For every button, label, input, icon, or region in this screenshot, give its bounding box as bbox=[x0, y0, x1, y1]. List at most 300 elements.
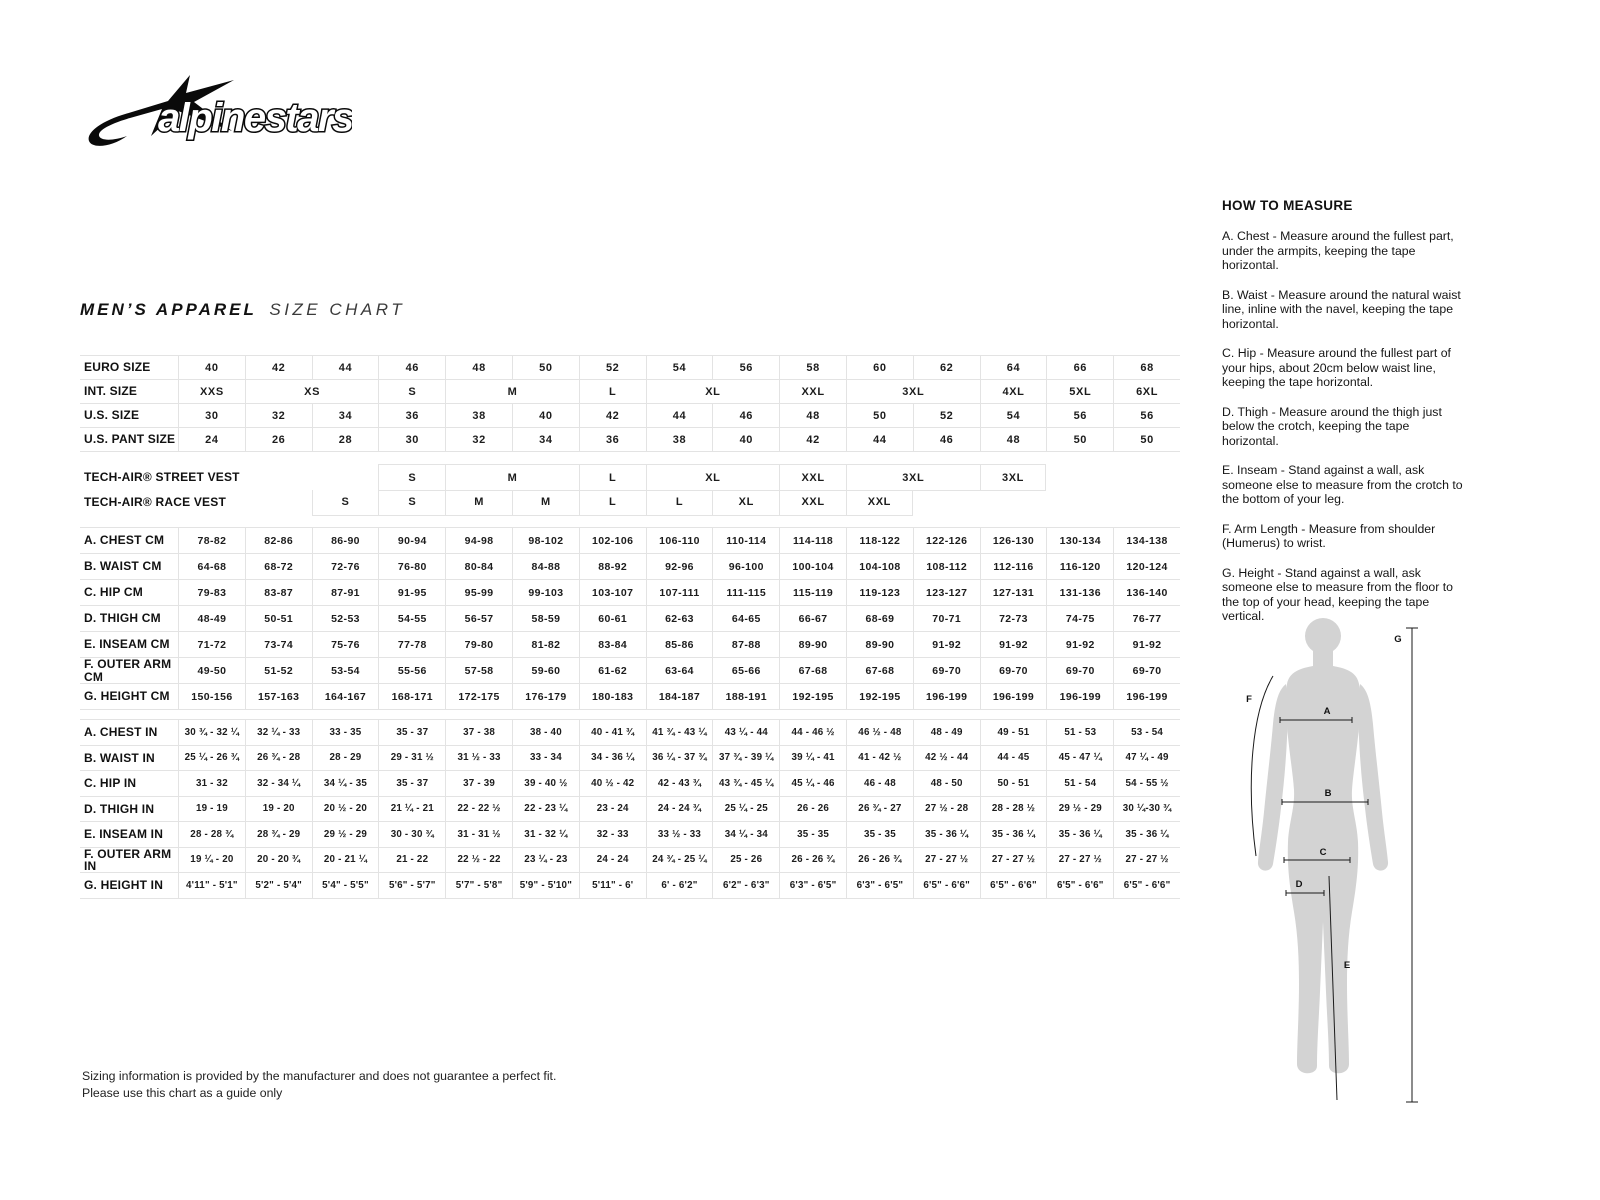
row-label: B. WAIST IN bbox=[84, 750, 155, 765]
size-cell: 42 bbox=[579, 404, 646, 427]
size-cell: 35 - 36 ¼ bbox=[913, 822, 980, 847]
size-table bbox=[80, 355, 1180, 899]
size-cell: 103-107 bbox=[579, 580, 646, 605]
figure-label-c: C bbox=[1319, 847, 1327, 858]
table-row bbox=[80, 632, 1180, 658]
row-label: F. OUTER ARM CM bbox=[84, 657, 172, 684]
size-cell: 91-92 bbox=[913, 632, 980, 657]
figure-label-g: G bbox=[1394, 634, 1402, 645]
size-cell: 43 ¾ - 45 ¼ bbox=[712, 771, 779, 796]
size-cell: M bbox=[445, 490, 512, 516]
size-cell: 48-49 bbox=[178, 606, 245, 631]
size-cell: 3XL bbox=[980, 464, 1047, 491]
size-cell: 22 ½ - 22 bbox=[445, 848, 512, 873]
size-cell: 42 ½ - 44 bbox=[913, 746, 980, 771]
size-cell: 196-199 bbox=[1046, 684, 1113, 709]
size-cell: 108-112 bbox=[913, 554, 980, 579]
size-cell: 35 - 37 bbox=[378, 771, 445, 796]
size-cell: 120-124 bbox=[1113, 554, 1180, 579]
size-cell: M bbox=[445, 464, 579, 491]
size-cell: 91-92 bbox=[1046, 632, 1113, 657]
size-cell: S bbox=[312, 490, 379, 516]
size-cell: 88-92 bbox=[579, 554, 646, 579]
size-cell: 29 ½ - 29 bbox=[312, 822, 379, 847]
size-cell: 5'7" - 5'8" bbox=[445, 873, 512, 898]
size-cell: 89-90 bbox=[779, 632, 846, 657]
row-label: E. INSEAM CM bbox=[84, 637, 170, 652]
size-cell: 33 - 34 bbox=[512, 746, 579, 771]
size-cell: 102-106 bbox=[579, 528, 646, 553]
size-cell: 6'2" - 6'3" bbox=[712, 873, 779, 898]
figure-label-e: E bbox=[1343, 960, 1351, 971]
size-cell: 111-115 bbox=[712, 580, 779, 605]
size-cell: 44 bbox=[846, 428, 913, 451]
size-cell: 35 - 37 bbox=[378, 720, 445, 745]
size-cell: 6XL bbox=[1113, 380, 1180, 403]
row-label: A. CHEST CM bbox=[84, 533, 165, 548]
size-cell: 27 - 27 ½ bbox=[913, 848, 980, 873]
row-label: A. CHEST IN bbox=[84, 725, 158, 740]
size-cell: 6'5" - 6'6" bbox=[1113, 873, 1180, 898]
table-row bbox=[80, 528, 1180, 554]
size-cell: 5'2" - 5'4" bbox=[245, 873, 312, 898]
size-cell: 3XL bbox=[846, 380, 980, 403]
size-cell: 29 ½ - 29 bbox=[1046, 797, 1113, 822]
size-cell: 71-72 bbox=[178, 632, 245, 657]
blank-cell bbox=[312, 465, 379, 490]
size-cell: 80-84 bbox=[445, 554, 512, 579]
size-cell: 115-119 bbox=[779, 580, 846, 605]
size-cell: 54 bbox=[980, 404, 1047, 427]
size-cell: 81-82 bbox=[512, 632, 579, 657]
size-cell: 67-68 bbox=[846, 658, 913, 683]
size-cell: 51-52 bbox=[245, 658, 312, 683]
row-label: G. HEIGHT CM bbox=[84, 689, 170, 704]
size-cell: 106-110 bbox=[646, 528, 713, 553]
size-cell: 48 - 49 bbox=[913, 720, 980, 745]
measure-instruction: F. Arm Length - Measure from shoulder (Humerus) to wrist. bbox=[1222, 521, 1436, 550]
size-cell: 40 bbox=[178, 356, 245, 379]
size-cell: 26 - 26 bbox=[779, 797, 846, 822]
size-cell: 42 - 43 ¾ bbox=[646, 771, 713, 796]
size-cell: 87-91 bbox=[312, 580, 379, 605]
size-cell: 90-94 bbox=[378, 528, 445, 553]
size-cell: L bbox=[579, 464, 646, 491]
table-row bbox=[80, 822, 1180, 848]
size-cell: 50-51 bbox=[245, 606, 312, 631]
measure-instruction: D. Thigh - Measure around the thigh just below the crotch, keeping the tape horizontal. bbox=[1222, 404, 1442, 448]
size-cell: 43 ¼ - 44 bbox=[712, 720, 779, 745]
size-cell: 51 - 53 bbox=[1046, 720, 1113, 745]
size-cell: 27 ½ - 28 bbox=[913, 797, 980, 822]
size-cell: 6' - 6'2" bbox=[646, 873, 713, 898]
table-row bbox=[80, 465, 1180, 490]
size-cell: 188-191 bbox=[712, 684, 779, 709]
size-cell: 44 bbox=[646, 404, 713, 427]
table-row bbox=[80, 580, 1180, 606]
size-cell: 26 bbox=[245, 428, 312, 451]
size-cell: 33 - 35 bbox=[312, 720, 379, 745]
table-row bbox=[80, 404, 1180, 428]
size-cell: 42 bbox=[779, 428, 846, 451]
size-cell: 68 bbox=[1113, 356, 1180, 379]
size-cell: 38 - 40 bbox=[512, 720, 579, 745]
size-cell: 34 ¼ - 34 bbox=[712, 822, 779, 847]
size-cell: 83-87 bbox=[245, 580, 312, 605]
size-cell: 54-55 bbox=[378, 606, 445, 631]
size-cell: 91-92 bbox=[1113, 632, 1180, 657]
size-cell: L bbox=[646, 490, 713, 516]
size-cell: 20 - 20 ¾ bbox=[245, 848, 312, 873]
size-cell: 50 bbox=[1113, 428, 1180, 451]
size-cell: 54 bbox=[646, 356, 713, 379]
size-cell: 104-108 bbox=[846, 554, 913, 579]
row-label: C. HIP IN bbox=[84, 776, 137, 791]
size-cell: 79-80 bbox=[445, 632, 512, 657]
size-cell: 70-71 bbox=[913, 606, 980, 631]
size-cell: 45 ¼ - 46 bbox=[779, 771, 846, 796]
size-cell: 131-136 bbox=[1046, 580, 1113, 605]
size-cell: 127-131 bbox=[980, 580, 1047, 605]
alpinestars-logo bbox=[82, 70, 352, 150]
figure-label-a: A bbox=[1323, 706, 1331, 717]
size-cell: 30 bbox=[178, 404, 245, 427]
size-cell: 20 - 21 ¼ bbox=[312, 848, 379, 873]
size-cell: 39 - 40 ½ bbox=[512, 771, 579, 796]
size-cell: 34 ¼ - 35 bbox=[312, 771, 379, 796]
size-cell: 28 bbox=[312, 428, 379, 451]
brand-wordmark: alpinestars bbox=[158, 96, 352, 140]
size-cell: 56-57 bbox=[445, 606, 512, 631]
size-cell: 95-99 bbox=[445, 580, 512, 605]
table-section-cm bbox=[80, 527, 1180, 710]
size-cell: 196-199 bbox=[913, 684, 980, 709]
size-cell: 50 bbox=[512, 356, 579, 379]
table-section-in bbox=[80, 719, 1180, 899]
row-label: B. WAIST CM bbox=[84, 559, 162, 574]
size-cell: 28 - 28 ¾ bbox=[178, 822, 245, 847]
size-cell: 6'5" - 6'6" bbox=[913, 873, 980, 898]
alpinestars-star-icon bbox=[82, 70, 352, 150]
size-cell: 126-130 bbox=[980, 528, 1047, 553]
size-cell: 91-92 bbox=[980, 632, 1047, 657]
size-cell: 35 - 35 bbox=[779, 822, 846, 847]
size-cell: 84-88 bbox=[512, 554, 579, 579]
size-cell: 56 bbox=[712, 356, 779, 379]
size-cell: 168-171 bbox=[378, 684, 445, 709]
size-cell: 150-156 bbox=[178, 684, 245, 709]
table-row bbox=[80, 873, 1180, 899]
footer-note bbox=[82, 1068, 556, 1101]
size-cell: 48 bbox=[980, 428, 1047, 451]
size-cell: 32 ¼ - 33 bbox=[245, 720, 312, 745]
measure-instruction: E. Inseam - Stand against a wall, ask someone else to measure from the crotch to the bottom of your leg. bbox=[1222, 463, 1463, 506]
size-cell: 76-77 bbox=[1113, 606, 1180, 631]
size-cell: 122-126 bbox=[913, 528, 980, 553]
size-cell: 41 - 42 ½ bbox=[846, 746, 913, 771]
size-cell: 60 bbox=[846, 356, 913, 379]
size-cell: 40 ½ - 42 bbox=[579, 771, 646, 796]
size-cell: 49-50 bbox=[178, 658, 245, 683]
table-row bbox=[80, 684, 1180, 710]
size-cell: 53-54 bbox=[312, 658, 379, 683]
size-cell: L bbox=[579, 380, 646, 403]
size-cell: 58 bbox=[779, 356, 846, 379]
size-cell: 31 - 32 bbox=[178, 771, 245, 796]
size-cell: XS bbox=[245, 380, 379, 403]
row-label: D. THIGH IN bbox=[84, 801, 155, 816]
size-cell: 69-70 bbox=[1113, 658, 1180, 683]
size-cell: XXL bbox=[779, 490, 846, 516]
body-silhouette bbox=[1228, 616, 1433, 1116]
size-cell: 119-123 bbox=[846, 580, 913, 605]
size-cell: XL bbox=[712, 490, 779, 516]
size-cell: 4'11" - 5'1" bbox=[178, 873, 245, 898]
size-cell: 21 ¼ - 21 bbox=[378, 797, 445, 822]
size-cell: 36 ¼ - 37 ¾ bbox=[646, 746, 713, 771]
measure-instruction: A. Chest - Measure around the fullest part, under the armpits, keeping the tape horizontal. bbox=[1222, 229, 1454, 272]
size-cell: 6'5" - 6'6" bbox=[980, 873, 1047, 898]
size-cell: 51 - 54 bbox=[1046, 771, 1113, 796]
size-cell: 46 bbox=[378, 356, 445, 379]
size-cell: 47 ¼ - 49 bbox=[1113, 746, 1180, 771]
size-cell: 28 - 29 bbox=[312, 746, 379, 771]
table-row bbox=[80, 490, 1180, 515]
size-cell: 53 - 54 bbox=[1113, 720, 1180, 745]
table-row bbox=[80, 428, 1180, 452]
size-cell: 46 bbox=[712, 404, 779, 427]
blank-cell bbox=[913, 490, 1180, 515]
size-cell: 49 - 51 bbox=[980, 720, 1047, 745]
table-row bbox=[80, 848, 1180, 874]
size-cell: 40 bbox=[712, 428, 779, 451]
size-cell: 30 ¾ - 32 ¼ bbox=[178, 720, 245, 745]
size-cell: 134-138 bbox=[1113, 528, 1180, 553]
size-cell: 192-195 bbox=[846, 684, 913, 709]
size-cell: 75-76 bbox=[312, 632, 379, 657]
size-cell: 100-104 bbox=[779, 554, 846, 579]
size-cell: 114-118 bbox=[779, 528, 846, 553]
size-cell: 52 bbox=[579, 356, 646, 379]
size-cell: 65-66 bbox=[712, 658, 779, 683]
size-cell: 5'4" - 5'5" bbox=[312, 873, 379, 898]
size-cell: 116-120 bbox=[1046, 554, 1113, 579]
figure-label-d: D bbox=[1295, 879, 1303, 890]
size-cell: 42 bbox=[245, 356, 312, 379]
size-cell: 110-114 bbox=[712, 528, 779, 553]
size-cell: M bbox=[512, 490, 579, 516]
how-to-measure-heading: HOW TO MEASURE bbox=[1222, 198, 1353, 213]
size-cell: 68-69 bbox=[846, 606, 913, 631]
size-cell: 38 bbox=[445, 404, 512, 427]
figure-label-b: B bbox=[1324, 788, 1332, 799]
size-cell: 76-80 bbox=[378, 554, 445, 579]
size-cell: 32 - 33 bbox=[579, 822, 646, 847]
size-cell: 50 bbox=[846, 404, 913, 427]
size-cell: 39 ¼ - 41 bbox=[779, 746, 846, 771]
size-cell: 172-175 bbox=[445, 684, 512, 709]
size-cell: 92-96 bbox=[646, 554, 713, 579]
how-to-measure-list bbox=[1222, 229, 1464, 624]
size-cell: 5'9" - 5'10" bbox=[512, 873, 579, 898]
size-cell: 50 bbox=[1046, 428, 1113, 451]
table-section-sizes bbox=[80, 355, 1180, 452]
size-cell: 46 ½ - 48 bbox=[846, 720, 913, 745]
size-cell: 78-82 bbox=[178, 528, 245, 553]
size-cell: 27 - 27 ½ bbox=[1113, 848, 1180, 873]
size-cell: 57-58 bbox=[445, 658, 512, 683]
size-cell: 82-86 bbox=[245, 528, 312, 553]
size-cell: 32 bbox=[445, 428, 512, 451]
table-row bbox=[80, 606, 1180, 632]
size-cell: 20 ½ - 20 bbox=[312, 797, 379, 822]
size-cell: 72-76 bbox=[312, 554, 379, 579]
size-cell: 69-70 bbox=[913, 658, 980, 683]
size-cell: 19 - 19 bbox=[178, 797, 245, 822]
size-cell: 35 - 36 ¼ bbox=[1113, 822, 1180, 847]
size-cell: 48 bbox=[445, 356, 512, 379]
size-cell: 87-88 bbox=[712, 632, 779, 657]
size-cell: 184-187 bbox=[646, 684, 713, 709]
size-cell: 180-183 bbox=[579, 684, 646, 709]
size-cell: 35 - 35 bbox=[846, 822, 913, 847]
row-label: U.S. PANT SIZE bbox=[84, 432, 176, 447]
size-cell: 29 - 31 ½ bbox=[378, 746, 445, 771]
size-cell: 74-75 bbox=[1046, 606, 1113, 631]
row-label: TECH-AIR® STREET VEST bbox=[84, 470, 240, 485]
size-cell: 94-98 bbox=[445, 528, 512, 553]
size-cell: 26 - 26 ¾ bbox=[846, 848, 913, 873]
size-cell: 72-73 bbox=[980, 606, 1047, 631]
table-row bbox=[80, 658, 1180, 684]
size-cell: 85-86 bbox=[646, 632, 713, 657]
row-label: G. HEIGHT IN bbox=[84, 878, 164, 893]
size-cell: 36 bbox=[579, 428, 646, 451]
size-cell: 157-163 bbox=[245, 684, 312, 709]
size-cell: 25 ¼ - 26 ¾ bbox=[178, 746, 245, 771]
row-label: TECH-AIR® RACE VEST bbox=[84, 495, 226, 510]
blank-cell bbox=[1046, 465, 1180, 490]
size-cell: 24 ¾ - 25 ¼ bbox=[646, 848, 713, 873]
size-cell: 22 - 23 ¼ bbox=[512, 797, 579, 822]
size-cell: 54 - 55 ½ bbox=[1113, 771, 1180, 796]
size-cell: XL bbox=[646, 380, 780, 403]
size-cell: 64 bbox=[980, 356, 1047, 379]
size-cell: 23 - 24 bbox=[579, 797, 646, 822]
size-cell: 67-68 bbox=[779, 658, 846, 683]
size-cell: 44 bbox=[312, 356, 379, 379]
size-cell: 86-90 bbox=[312, 528, 379, 553]
size-cell: 27 - 27 ½ bbox=[980, 848, 1047, 873]
row-label: U.S. SIZE bbox=[84, 408, 140, 423]
size-cell: 61-62 bbox=[579, 658, 646, 683]
size-cell: 112-116 bbox=[980, 554, 1047, 579]
size-cell: S bbox=[378, 380, 445, 403]
size-cell: 37 ¾ - 39 ¼ bbox=[712, 746, 779, 771]
size-cell: 26 ¾ - 27 bbox=[846, 797, 913, 822]
row-label: INT. SIZE bbox=[84, 384, 138, 399]
row-label: C. HIP CM bbox=[84, 585, 143, 600]
footer-line-2: Please use this chart as a guide only bbox=[82, 1085, 283, 1100]
size-cell: 6'3" - 6'5" bbox=[779, 873, 846, 898]
size-cell: 27 - 27 ½ bbox=[1046, 848, 1113, 873]
size-cell: 48 - 50 bbox=[913, 771, 980, 796]
size-cell: 26 - 26 ¾ bbox=[779, 848, 846, 873]
size-cell: 34 bbox=[312, 404, 379, 427]
size-cell: 77-78 bbox=[378, 632, 445, 657]
size-cell: 31 - 32 ¼ bbox=[512, 822, 579, 847]
size-cell: 58-59 bbox=[512, 606, 579, 631]
size-cell: 24 - 24 ¾ bbox=[646, 797, 713, 822]
row-label: EURO SIZE bbox=[84, 360, 151, 375]
table-row bbox=[80, 380, 1180, 404]
size-cell: 40 - 41 ¾ bbox=[579, 720, 646, 745]
figure-head bbox=[1305, 618, 1341, 654]
figure-label-f: F bbox=[1246, 694, 1252, 705]
size-cell: 3XL bbox=[846, 464, 980, 491]
size-cell: 24 bbox=[178, 428, 245, 451]
size-cell: 34 bbox=[512, 428, 579, 451]
size-cell: S bbox=[378, 464, 445, 491]
size-cell: 32 bbox=[245, 404, 312, 427]
size-cell: 68-72 bbox=[245, 554, 312, 579]
size-cell: 52 bbox=[913, 404, 980, 427]
size-cell: 30 ¼-30 ¾ bbox=[1113, 797, 1180, 822]
size-cell: 31 - 31 ½ bbox=[445, 822, 512, 847]
measure-instruction: G. Height - Stand against a wall, ask someone else to measure from the floor to the top of your head, keeping the tape vertical. bbox=[1222, 565, 1454, 623]
size-cell: 38 bbox=[646, 428, 713, 451]
size-cell: 64-68 bbox=[178, 554, 245, 579]
size-cell: 26 ¾ - 28 bbox=[245, 746, 312, 771]
size-cell: 55-56 bbox=[378, 658, 445, 683]
size-cell: 30 - 30 ¾ bbox=[378, 822, 445, 847]
row-label: E. INSEAM IN bbox=[84, 827, 164, 842]
size-cell: 19 ¼ - 20 bbox=[178, 848, 245, 873]
size-cell: 83-84 bbox=[579, 632, 646, 657]
size-cell: L bbox=[579, 490, 646, 516]
size-cell: XXL bbox=[846, 490, 913, 516]
size-cell: 36 bbox=[378, 404, 445, 427]
table-row bbox=[80, 771, 1180, 797]
size-cell: 118-122 bbox=[846, 528, 913, 553]
size-cell: 98-102 bbox=[512, 528, 579, 553]
size-cell: 60-61 bbox=[579, 606, 646, 631]
size-cell: 96-100 bbox=[712, 554, 779, 579]
size-cell: 66-67 bbox=[779, 606, 846, 631]
size-cell: 45 - 47 ¼ bbox=[1046, 746, 1113, 771]
title-sub: SIZE CHART bbox=[269, 300, 406, 319]
size-cell: 22 - 22 ½ bbox=[445, 797, 512, 822]
size-cell: 123-127 bbox=[913, 580, 980, 605]
size-cell: 52-53 bbox=[312, 606, 379, 631]
size-cell: XXL bbox=[779, 380, 846, 403]
size-cell: 23 ¼ - 23 bbox=[512, 848, 579, 873]
size-cell: S bbox=[378, 490, 445, 516]
size-cell: 37 - 38 bbox=[445, 720, 512, 745]
size-cell: 66 bbox=[1046, 356, 1113, 379]
size-cell: 28 - 28 ½ bbox=[980, 797, 1047, 822]
size-cell: 46 - 48 bbox=[846, 771, 913, 796]
table-row bbox=[80, 797, 1180, 823]
size-cell: 40 bbox=[512, 404, 579, 427]
measurement-figure bbox=[1228, 616, 1433, 1116]
size-cell: 19 - 20 bbox=[245, 797, 312, 822]
size-cell: 56 bbox=[1046, 404, 1113, 427]
size-cell: 33 ½ - 33 bbox=[646, 822, 713, 847]
size-cell: 48 bbox=[779, 404, 846, 427]
size-cell: 107-111 bbox=[646, 580, 713, 605]
size-cell: 99-103 bbox=[512, 580, 579, 605]
